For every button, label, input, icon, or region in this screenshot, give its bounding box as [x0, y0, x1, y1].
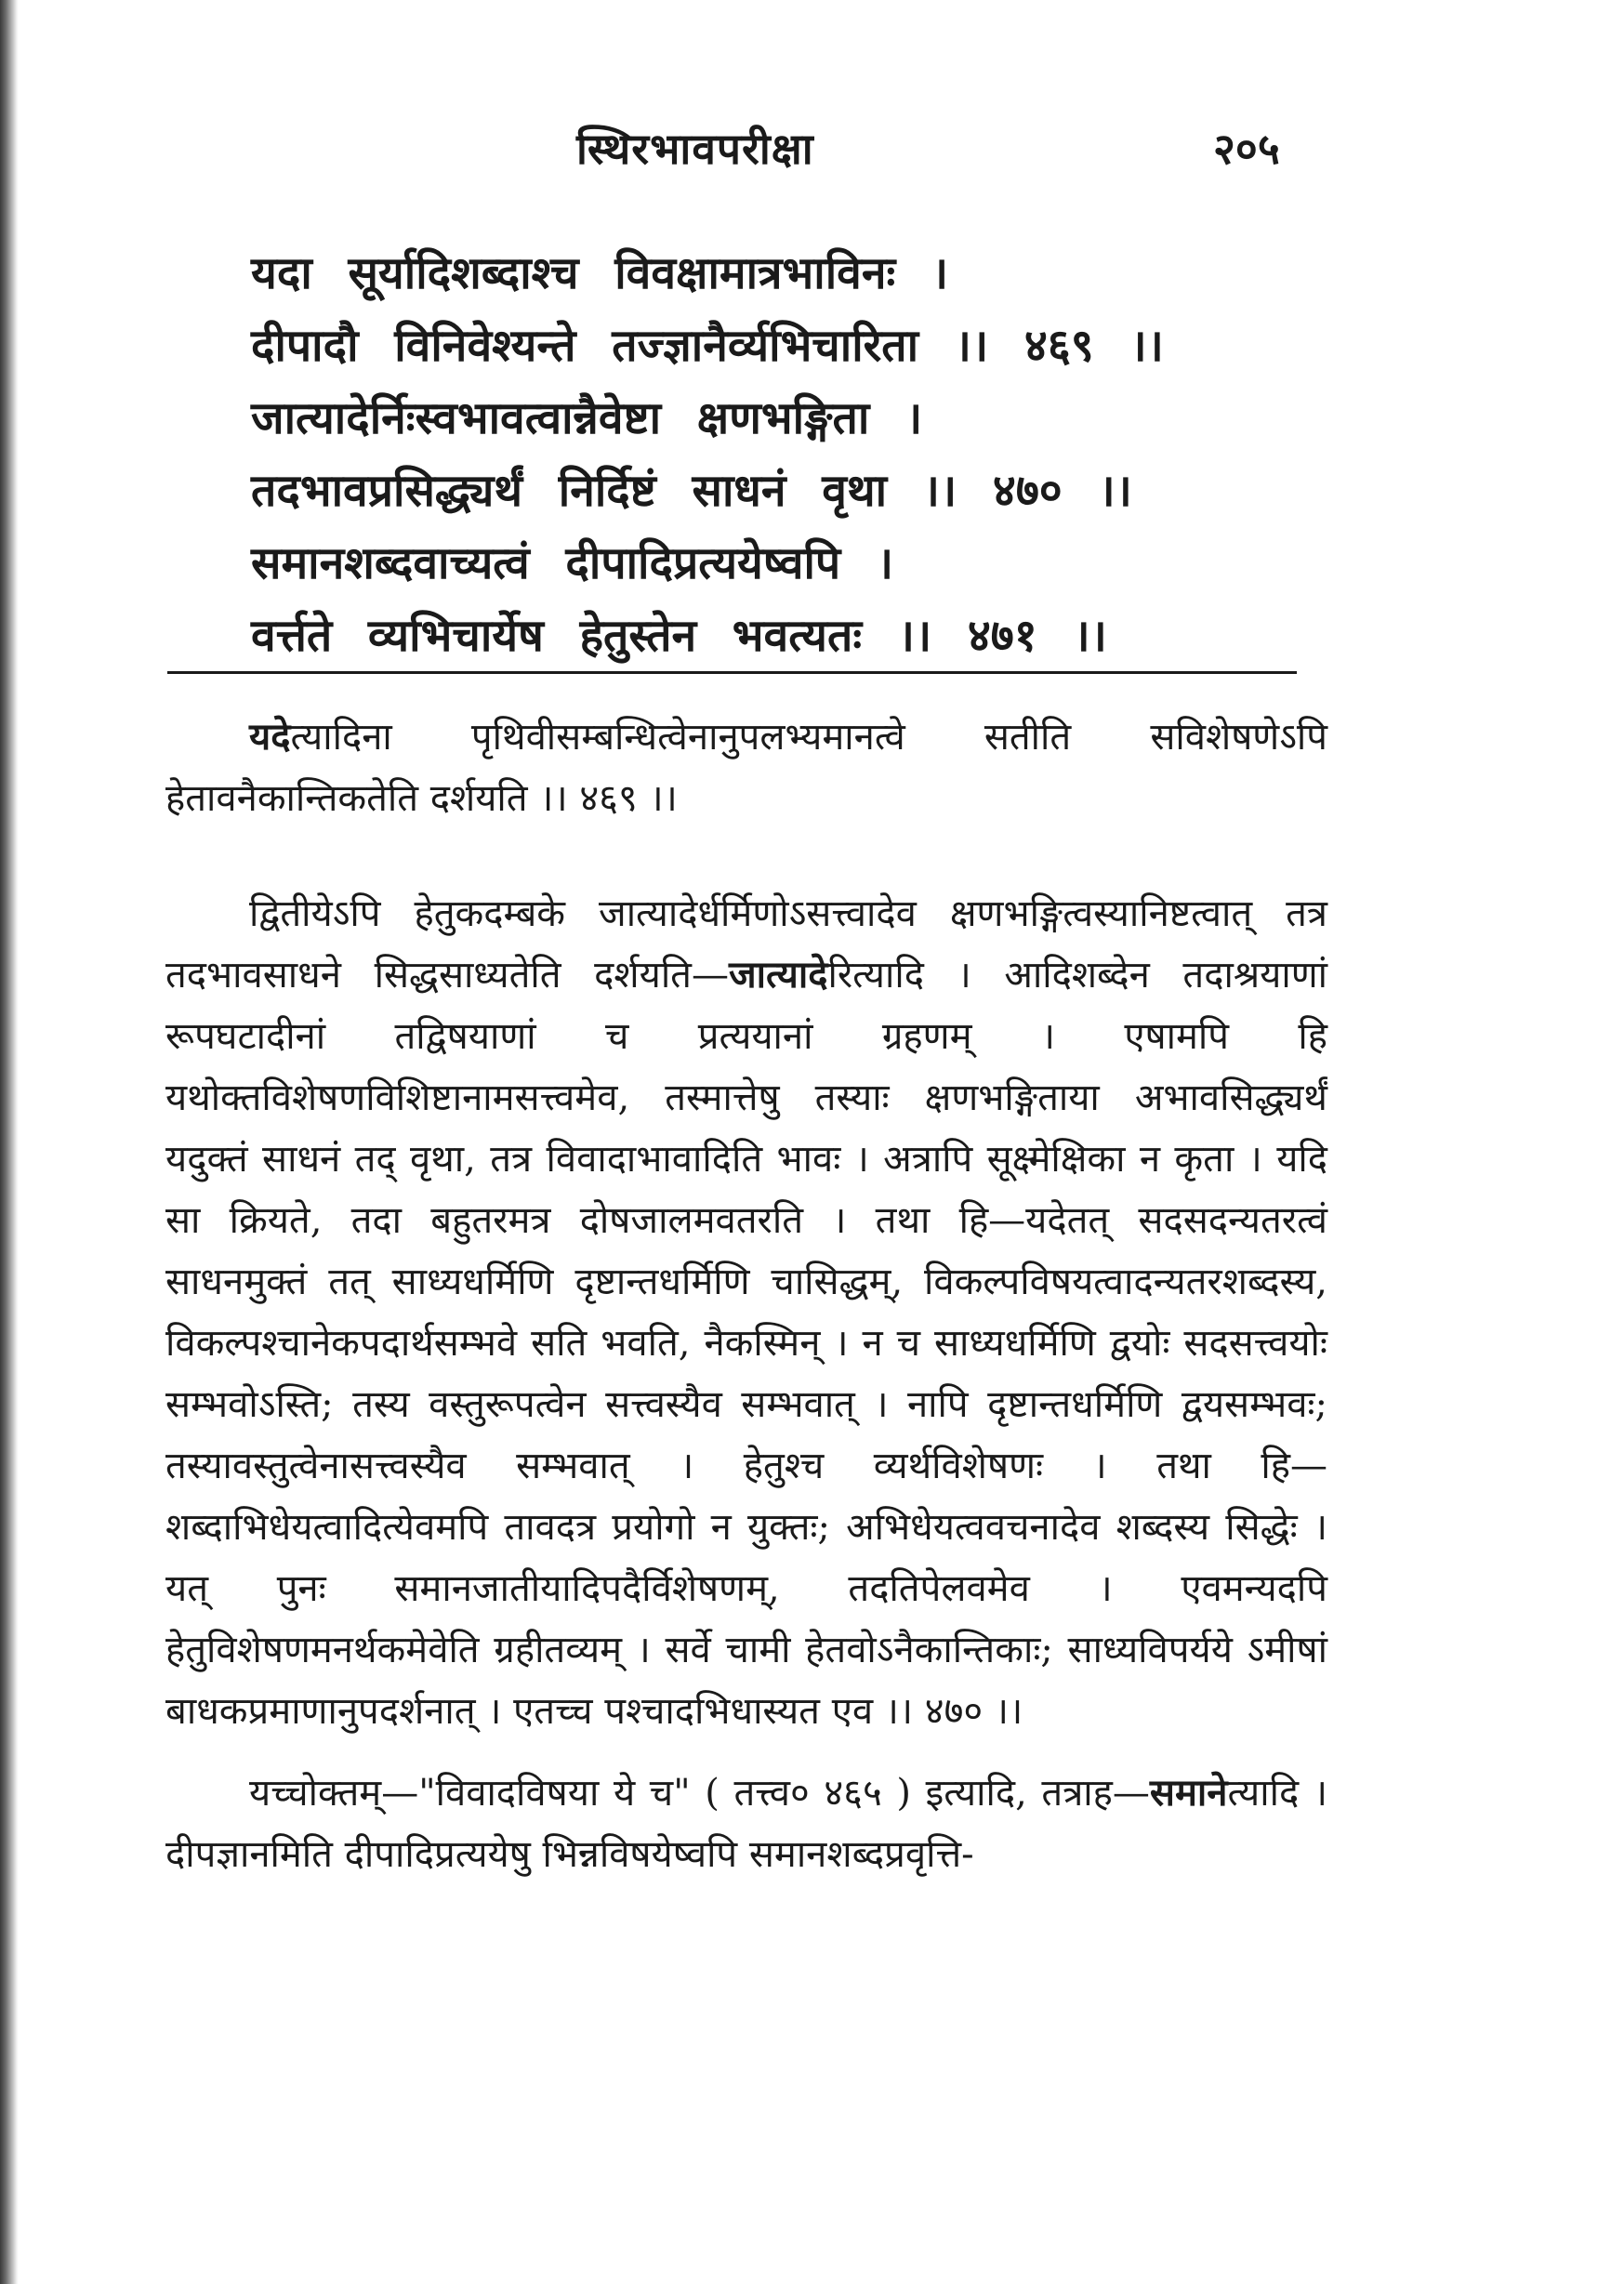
verse-line: यदा सूर्यादिशब्दाश्च विवक्षामात्रभाविनः ।	[251, 247, 949, 299]
separator-rule	[167, 671, 1297, 674]
scan-binding-edge	[0, 0, 19, 2284]
lemma: यदे	[249, 715, 291, 759]
commentary	[165, 706, 1327, 1885]
verse-line: दीपादौ विनिवेश्यन्ते तज्ज्ञानैर्व्यभिचारिता ।। ४६९ ।।	[251, 320, 1164, 372]
paragraph-text: त्यादि । दीपज्ञानमिति दीपादिप्रत्ययेषु भिन्नविषयेष्वपि समानशब्दप्रवृत्ति-	[165, 1772, 1327, 1876]
running-title: स्थिरभावपरीक्षा	[576, 124, 814, 174]
paragraph-text: रित्यादि । आदिशब्देन तदाश्रयाणां रूपघटादीनां तद्विषयाणां च प्रत्ययानां ग्रहणम् । एषामपि हि यथोक्तविशेषणविशिष्टानामसत्त्वमेव, तस्मात्तेषु तस्याः क्षणभङ्गिताया अभावसिद्ध्यर्थं यदुक्तं साधनं तद् वृथा, तत्र विवादाभावादिति भावः । अत्रापि सूक्ष्मेक्षिका न कृता । यदि सा क्रियते, तदा बहुतरमत्र दोषजालमवतरति । तथा हि—यदेतत् सदसदन्यतरत्वं साधनमुक्तं तत् साध्यधर्मिणि दृष्टान्तधर्मिणि चासिद्धम्, विकल्पविषयत्वादन्यतरशब्दस्य, विकल्पश्चानेकपदार्थसम्भवे सति भवति, नैकस्मिन् । न च साध्यधर्मिणि द्वयोः सदसत्त्वयोः सम्भवोऽस्ति; तस्य वस्तुरूपत्वेन सत्त्वस्यैव सम्भवात् । नापि दृष्टान्तधर्मिणि द्वयसम्भवः; तस्यावस्तुत्वेनासत्त्वस्यैव सम्भवात् । हेतुश्च व्यर्थविशेषणः । तथा हि—शब्दाभिधेयत्वादित्येवमपि तावदत्र प्रयोगो न युक्तः; अभिधेयत्ववचनादेव शब्दस्य सिद्धेः । यत् पुनः समानजातीयादिपदैर्विशेषणम्, तदतिपेलवमेव । एवमन्यदपि हेतुविशेषणमनर्थकमेवेति ग्रहीतव्यम् । सर्वे चामी हेतवोऽनैकान्तिकाः; साध्यविपर्यये ऽमीषां बाधकप्रमाणानुपदर्शनात् । एतच्च पश्चादभिधास्यत एव ।। ४७० ।।	[165, 954, 1327, 1733]
paragraph-text: यच्चोक्तम्—"विवादविषया ये च" ( तत्त्व० ४६५ ) इत्यादि, तत्राह—	[249, 1772, 1150, 1815]
verse-line: वर्त्तते व्यभिचार्येष हेतुस्तेन भवत्यतः ।। ४७१ ।।	[251, 610, 1107, 662]
lemma: जात्यादे	[729, 953, 828, 997]
paragraph-text: द्वितीयेऽपि हेतुकदम्बके जात्यादेर्धर्मिणोऽसत्त्वादेव क्षणभङ्गित्वस्यानिष्टत्वात् तत्र तदभावसाधने सिद्धसाध्यतेति दर्शयति—	[165, 892, 1327, 997]
page-number: २०५	[1213, 124, 1280, 174]
commentary-paragraph-470	[165, 883, 1327, 1742]
lemma: समाने	[1149, 1771, 1228, 1815]
verse-line: तदभावप्रसिद्ध्यर्थं निर्दिष्टं साधनं वृथा ।। ४७० ।।	[251, 465, 1132, 517]
verse-block	[251, 237, 1274, 672]
verse-line: जात्यादेर्निःस्वभावत्वान्नैवेष्टा क्षणभङ्गिता ।	[251, 392, 923, 444]
paragraph-text: त्यादिना पृथिवीसम्बन्धित्वेनानुपलभ्यमानत्वे सतीति सविशेषणेऽपि हेतावनैकान्तिकतेति दर्शयति ।। ४६९ ।।	[165, 716, 1327, 820]
verse-line: समानशब्दवाच्यत्वं दीपादिप्रत्ययेष्वपि ।	[251, 537, 894, 589]
running-header	[0, 119, 1624, 184]
commentary-paragraph-471	[165, 1763, 1327, 1885]
commentary-paragraph-469	[165, 706, 1327, 829]
